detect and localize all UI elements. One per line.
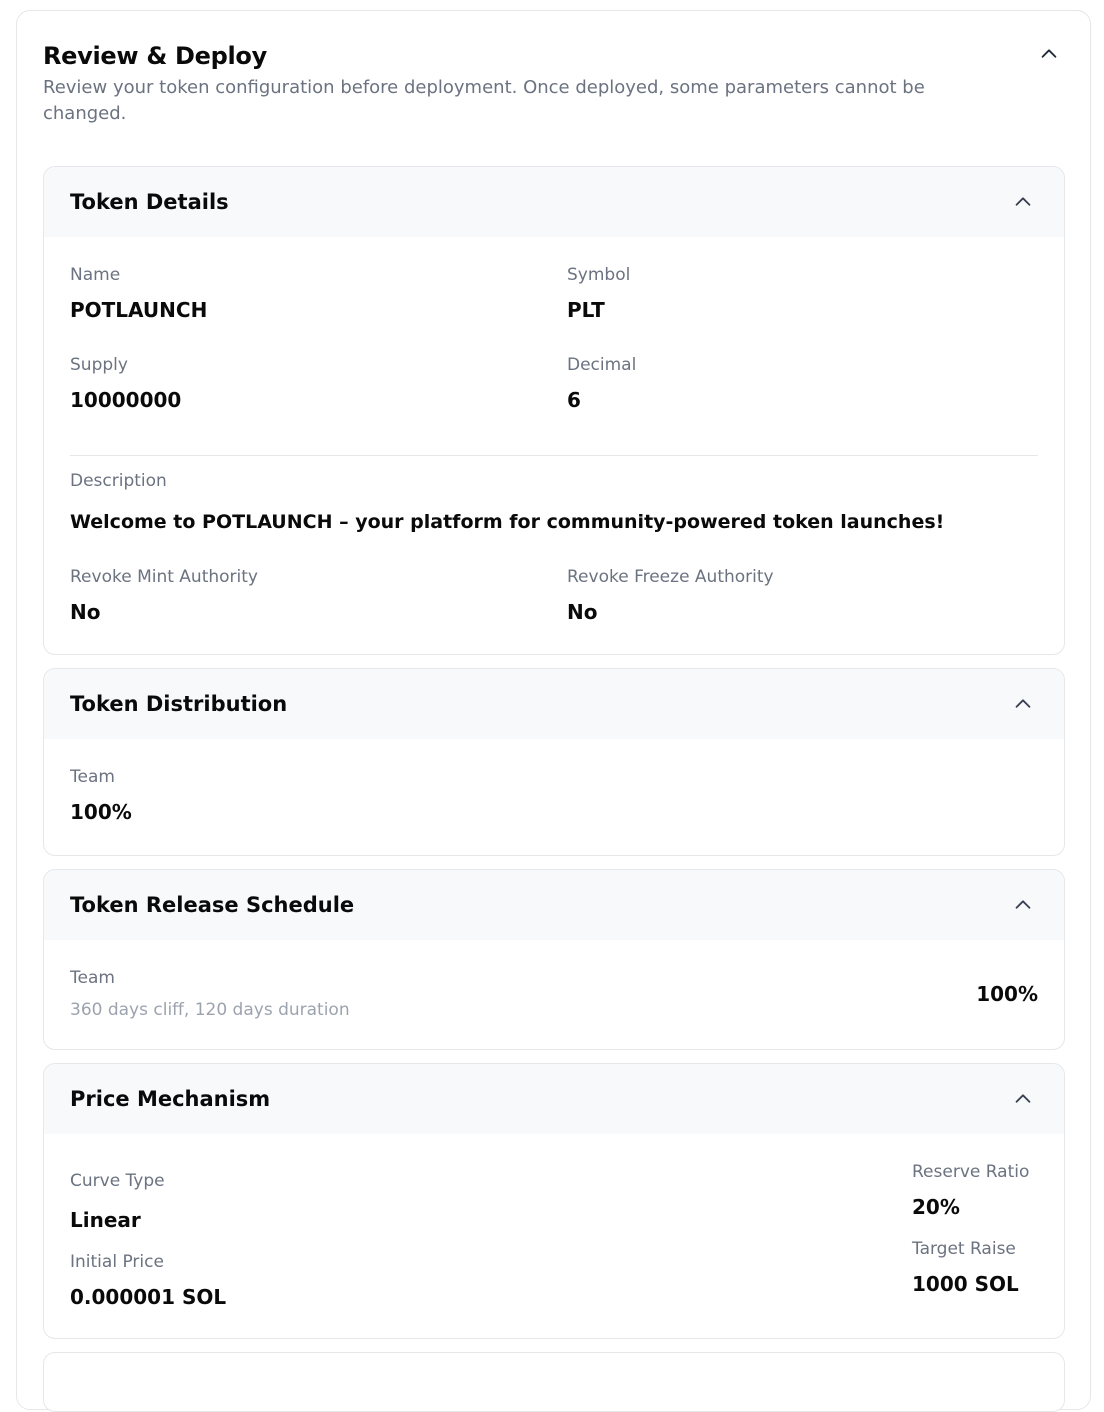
token-details-header[interactable] bbox=[44, 167, 1064, 237]
page-subtitle: Review your token configuration before deployment. Once deployed, some parameters cannot be changed. bbox=[43, 77, 925, 124]
revoke-freeze-label: Revoke Freeze Authority bbox=[567, 567, 774, 587]
target-raise-value: 1000 SOL bbox=[912, 1272, 1019, 1296]
curve-type-value: Linear bbox=[70, 1208, 141, 1232]
schedule-team-label: Team bbox=[70, 968, 115, 988]
token-details-title: Token Details bbox=[70, 190, 229, 214]
divider bbox=[70, 455, 1038, 456]
chevron-up-icon[interactable] bbox=[1012, 191, 1034, 213]
page-title: Review & Deploy bbox=[43, 42, 267, 70]
supply-label: Supply bbox=[70, 355, 128, 375]
symbol-label: Symbol bbox=[567, 265, 631, 285]
review-deploy-card bbox=[16, 10, 1091, 1410]
next-section-partial bbox=[43, 1352, 1065, 1412]
team-label: Team bbox=[70, 767, 115, 787]
reserve-ratio-label: Reserve Ratio bbox=[912, 1162, 1030, 1182]
token-distribution-header[interactable] bbox=[44, 669, 1064, 739]
description-label: Description bbox=[70, 471, 167, 491]
name-label: Name bbox=[70, 265, 121, 285]
team-value: 100% bbox=[70, 800, 132, 824]
target-raise-label: Target Raise bbox=[912, 1239, 1016, 1259]
release-schedule-title: Token Release Schedule bbox=[70, 893, 355, 917]
initial-price-label: Initial Price bbox=[70, 1252, 164, 1272]
decimal-label: Decimal bbox=[567, 355, 637, 375]
name-value: POTLAUNCH bbox=[70, 298, 208, 322]
price-mechanism-section bbox=[43, 1063, 1065, 1339]
symbol-value: PLT bbox=[567, 298, 605, 322]
reserve-ratio-value: 20% bbox=[912, 1195, 960, 1219]
chevron-up-icon[interactable] bbox=[1038, 43, 1060, 65]
card-header bbox=[43, 41, 1043, 127]
chevron-up-icon[interactable] bbox=[1012, 894, 1034, 916]
release-schedule-section bbox=[43, 869, 1065, 1050]
revoke-mint-label: Revoke Mint Authority bbox=[70, 567, 258, 587]
release-schedule-header[interactable] bbox=[44, 870, 1064, 940]
price-mechanism-title: Price Mechanism bbox=[70, 1087, 271, 1111]
chevron-up-icon[interactable] bbox=[1012, 1088, 1034, 1110]
initial-price-value: 0.000001 SOL bbox=[70, 1285, 227, 1309]
schedule-team-detail: 360 days cliff, 120 days duration bbox=[70, 1000, 350, 1020]
decimal-value: 6 bbox=[567, 388, 581, 412]
price-mechanism-header[interactable] bbox=[44, 1064, 1064, 1134]
schedule-team-percent: 100% bbox=[976, 982, 1038, 1006]
token-distribution-section bbox=[43, 668, 1065, 856]
supply-value: 10000000 bbox=[70, 388, 182, 412]
chevron-up-icon[interactable] bbox=[1012, 693, 1034, 715]
description-value: Welcome to POTLAUNCH – your platform for community-powered token launches! bbox=[70, 511, 945, 533]
revoke-mint-value: No bbox=[70, 600, 101, 624]
token-details-section bbox=[43, 166, 1065, 655]
token-distribution-title: Token Distribution bbox=[70, 692, 288, 716]
revoke-freeze-value: No bbox=[567, 600, 598, 624]
curve-type-label: Curve Type bbox=[70, 1171, 165, 1191]
